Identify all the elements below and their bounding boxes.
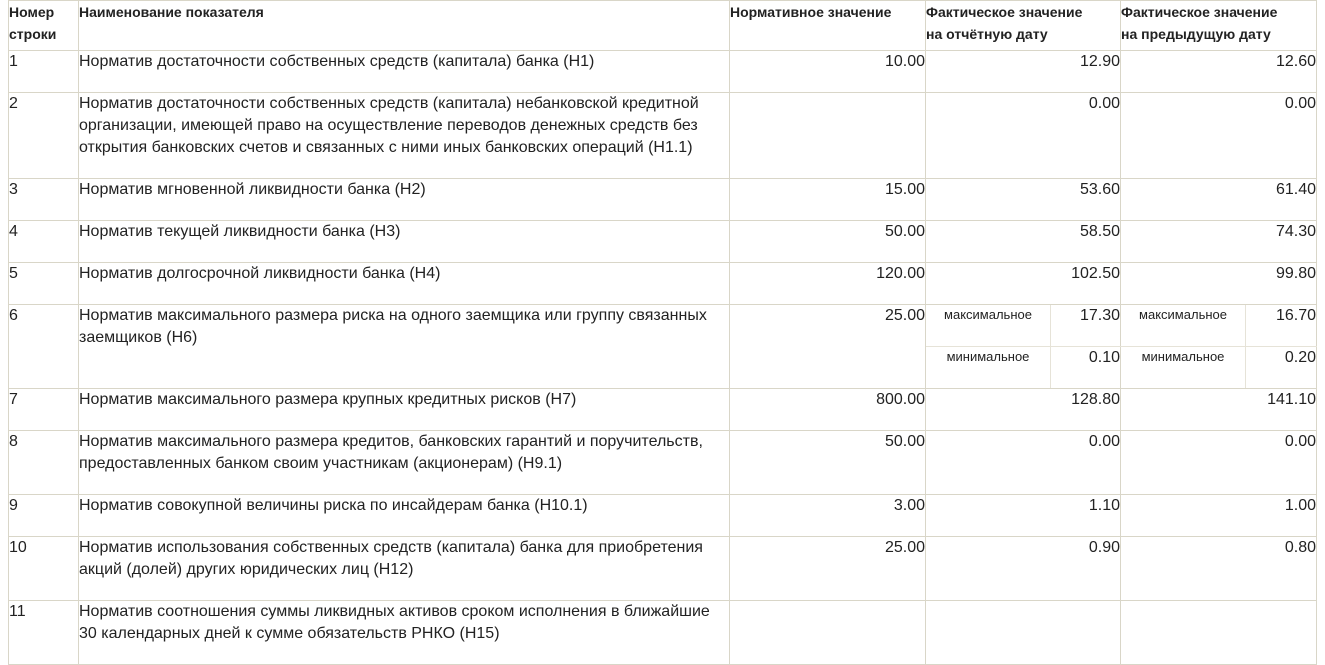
row-actual: 0.00 (926, 93, 1121, 179)
row-normative: 15.00 (730, 179, 926, 221)
row-previous: 99.80 (1121, 263, 1317, 305)
row-normative: 25.00 (730, 537, 926, 601)
row-actual: 53.60 (926, 179, 1121, 221)
header-actual-previous: Фактическое значение на предыдущую дату (1121, 1, 1317, 51)
row-name: Норматив совокупной величины риска по инсайдерам банка (Н10.1) (79, 495, 730, 537)
row-previous: 0.80 (1121, 537, 1317, 601)
row-number: 11 (9, 601, 79, 665)
row-normative: 10.00 (730, 51, 926, 93)
previous-max-value: 16.70 (1246, 305, 1317, 347)
row-number: 9 (9, 495, 79, 537)
row-number: 6 (9, 305, 79, 389)
previous-max-label: максимальное (1121, 305, 1246, 347)
table-row (9, 537, 1317, 601)
row-normative: 25.00 (730, 305, 926, 389)
row-normative: 3.00 (730, 495, 926, 537)
row-normative (730, 93, 926, 179)
row-name: Норматив соотношения суммы ликвидных активов сроком исполнения в ближайшие 30 календарных дней к сумме обязательств РНКО (Н15) (79, 601, 730, 665)
row-actual (926, 601, 1121, 665)
table-row (9, 179, 1317, 221)
row-name: Норматив использования собственных средств (капитала) банка для приобретения акций (долей) других юридических лиц (Н12) (79, 537, 730, 601)
row-previous: 0.00 (1121, 431, 1317, 495)
row-name: Норматив достаточности собственных средств (капитала) банка (Н1) (79, 51, 730, 93)
row-previous: 141.10 (1121, 389, 1317, 431)
row-number: 5 (9, 263, 79, 305)
row-actual: 102.50 (926, 263, 1121, 305)
row-number: 8 (9, 431, 79, 495)
previous-min-value: 0.20 (1246, 347, 1317, 389)
row-number: 1 (9, 51, 79, 93)
row-normative (730, 601, 926, 665)
row-previous (1121, 601, 1317, 665)
table-row (9, 263, 1317, 305)
row-actual: 0.90 (926, 537, 1121, 601)
row-number: 10 (9, 537, 79, 601)
row-name: Норматив мгновенной ликвидности банка (Н2) (79, 179, 730, 221)
header-row (9, 1, 1317, 51)
header-normative: Нормативное значение (730, 1, 926, 51)
row-actual: 12.90 (926, 51, 1121, 93)
normatives-table (8, 0, 1317, 665)
row-actual: 128.80 (926, 389, 1121, 431)
row-name: Норматив текущей ликвидности банка (Н3) (79, 221, 730, 263)
row-number: 2 (9, 93, 79, 179)
row-previous: 61.40 (1121, 179, 1317, 221)
row-normative: 800.00 (730, 389, 926, 431)
row-name: Норматив максимального размера риска на одного заемщика или группу связанных заемщиков (Н6) (79, 305, 730, 389)
actual-min-value: 0.10 (1051, 347, 1121, 389)
row-name: Норматив долгосрочной ликвидности банка (Н4) (79, 263, 730, 305)
row-name: Норматив максимального размера крупных кредитных рисков (Н7) (79, 389, 730, 431)
actual-max-value: 17.30 (1051, 305, 1121, 347)
row-normative: 50.00 (730, 221, 926, 263)
row-number: 4 (9, 221, 79, 263)
table-row (9, 431, 1317, 495)
row-number: 7 (9, 389, 79, 431)
previous-min-label: минимальное (1121, 347, 1246, 389)
row-previous: 74.30 (1121, 221, 1317, 263)
table-row (9, 51, 1317, 93)
row-actual: 58.50 (926, 221, 1121, 263)
header-actual-report: Фактическое значение на отчётную дату (926, 1, 1121, 51)
actual-min-label: минимальное (926, 347, 1051, 389)
row-actual: 0.00 (926, 431, 1121, 495)
row-actual: 1.10 (926, 495, 1121, 537)
row-normative: 50.00 (730, 431, 926, 495)
table-row (9, 389, 1317, 431)
row-previous: 0.00 (1121, 93, 1317, 179)
table-row (9, 601, 1317, 665)
row-number: 3 (9, 179, 79, 221)
row-previous: 12.60 (1121, 51, 1317, 93)
row-name: Норматив достаточности собственных средств (капитала) небанковской кредитной организации, имеющей право на осуществление переводов денежных средств без открытия банковских счетов и связанных с ними иных банковских операций (Н1.1) (79, 93, 730, 179)
table-row (9, 495, 1317, 537)
actual-max-label: максимальное (926, 305, 1051, 347)
table-row (9, 221, 1317, 263)
row-normative: 120.00 (730, 263, 926, 305)
header-row-number: Номер строки (9, 1, 79, 51)
table-row (9, 93, 1317, 179)
header-name: Наименование показателя (79, 1, 730, 51)
row-previous: 1.00 (1121, 495, 1317, 537)
row-name: Норматив максимального размера кредитов, банковских гарантий и поручительств, предоставленных банком своим участникам (акционерам) (Н9.1) (79, 431, 730, 495)
table-row (9, 305, 1317, 347)
